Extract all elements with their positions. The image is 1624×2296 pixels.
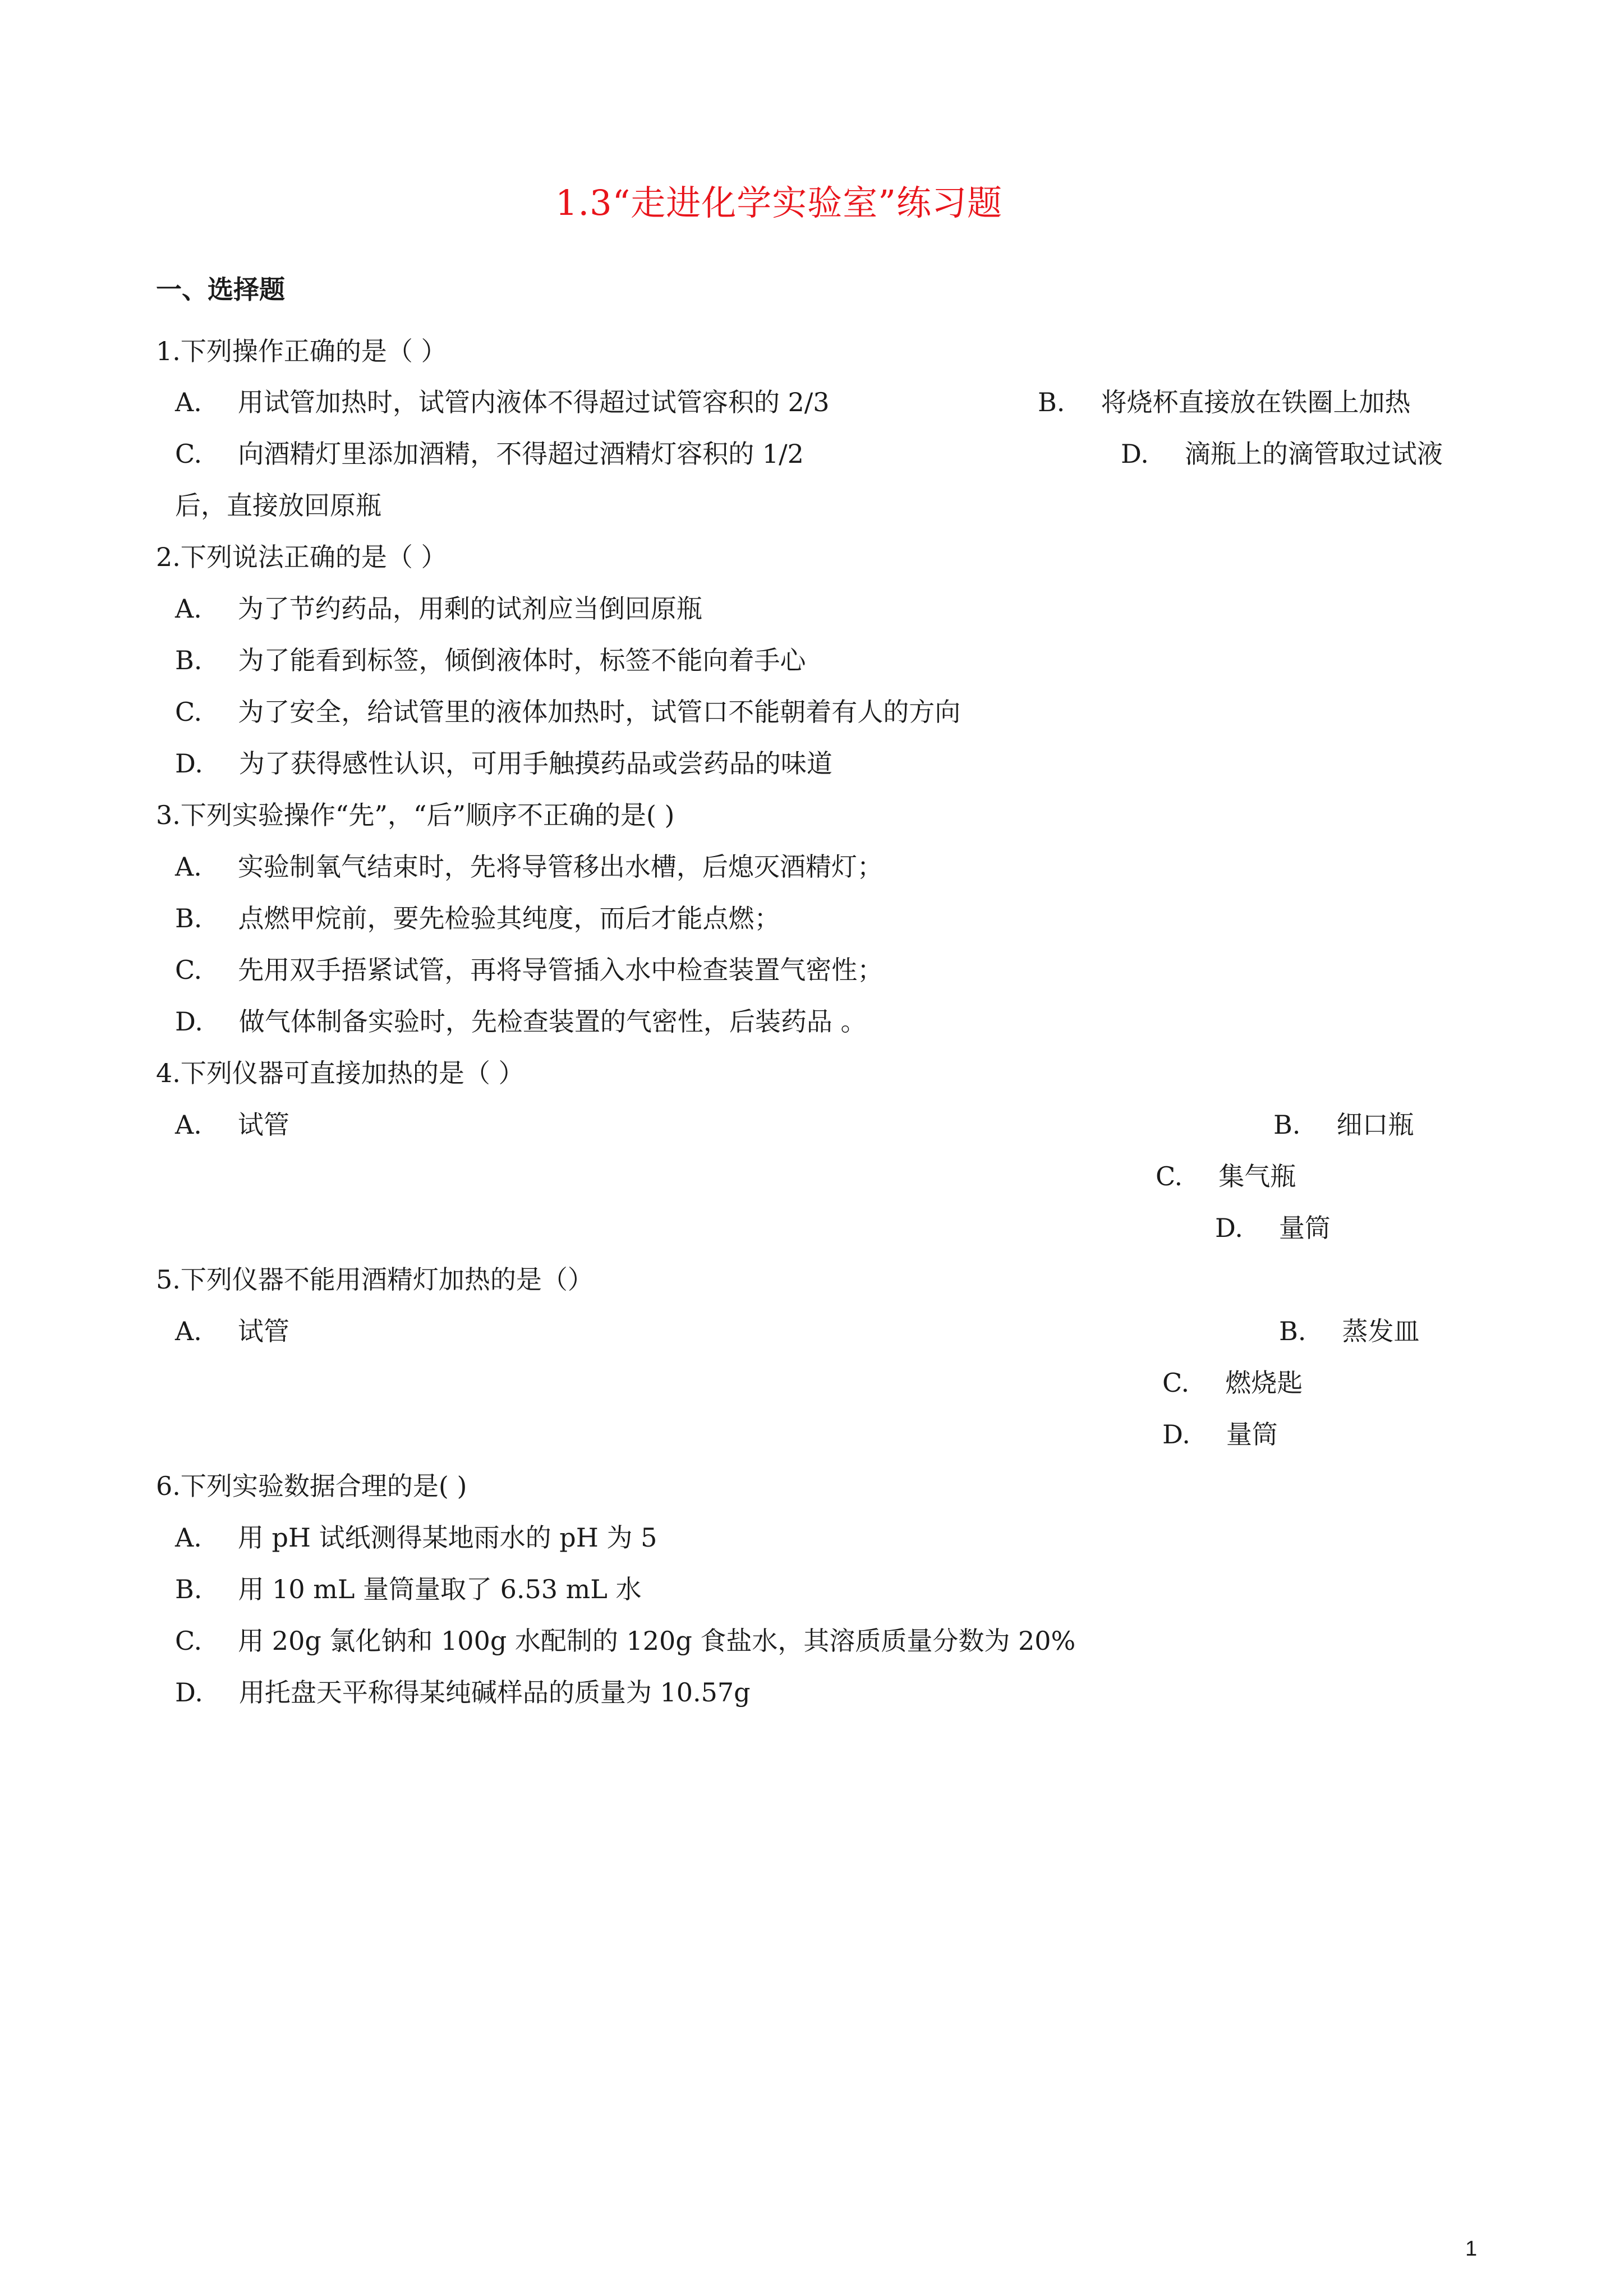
option-text: 量筒: [1226, 1419, 1278, 1450]
option-text: 为了能看到标签，倾倒液体时，标签不能向着手心: [238, 645, 806, 675]
option-text: 集气瓶: [1218, 1161, 1296, 1191]
option-letter: D.: [1162, 1419, 1190, 1450]
question-6-option-c: [175, 1628, 1075, 1654]
question-4-option-d: [1215, 1215, 1331, 1241]
option-text: 燃烧匙: [1225, 1368, 1303, 1398]
question-1-option-a: [175, 389, 830, 415]
page-number: 1: [1465, 2237, 1478, 2261]
question-1-option-d-continuation: 后，直接放回原瓶: [175, 490, 381, 521]
option-letter: A.: [175, 1110, 202, 1140]
question-2-option-b: [175, 647, 806, 673]
question-1-stem: 1.下列操作正确的是（ ）: [156, 336, 447, 366]
option-text: 用 10 mL 量筒量取了 6.53 mL 水: [238, 1574, 642, 1604]
question-6-option-d: [175, 1677, 751, 1708]
section-heading: 一、选择题: [156, 274, 285, 305]
option-letter: A.: [175, 1522, 202, 1553]
option-letter: C.: [1162, 1368, 1190, 1398]
option-letter: A.: [175, 593, 202, 624]
option-text: 为了获得感性认识，可用手触摸药品或尝药品的味道: [238, 748, 832, 779]
question-4-option-b: [1273, 1112, 1414, 1138]
question-6-option-a: [175, 1522, 657, 1553]
option-letter: C.: [175, 955, 203, 985]
option-text: 用试管加热时，试管内液体不得超过试管容积的 2/3: [237, 387, 830, 417]
question-6-stem: 6.下列实验数据合理的是( ): [156, 1471, 467, 1501]
option-letter: B.: [175, 903, 203, 933]
question-3-stem: 3.下列实验操作“先”，“后”顺序不正确的是( ): [156, 800, 675, 830]
option-text: 先用双手捂紧试管，再将导管插入水中检查装置气密性；: [238, 955, 884, 985]
question-2-stem: 2.下列说法正确的是（ ）: [156, 542, 447, 572]
option-letter: A.: [175, 852, 202, 882]
option-letter: D.: [175, 748, 203, 779]
option-letter: B.: [1273, 1110, 1301, 1140]
question-5-stem: 5.下列仪器不能用酒精灯加热的是（）: [156, 1264, 594, 1295]
option-text: 将烧杯直接放在铁圈上加热: [1101, 387, 1411, 417]
question-1-option-d: [1121, 441, 1443, 467]
question-3-option-a: [175, 854, 883, 880]
option-letter: C.: [175, 1626, 203, 1656]
document-title: 1.3“走进化学实验室”练习题: [555, 182, 1002, 223]
option-text: 用托盘天平称得某纯碱样品的质量为 10.57g: [238, 1677, 751, 1708]
option-text: 试管: [237, 1110, 289, 1140]
option-letter: A.: [175, 387, 202, 417]
question-4-stem: 4.下列仪器可直接加热的是（ ）: [156, 1058, 525, 1088]
option-letter: C.: [1156, 1161, 1183, 1191]
option-letter: D.: [1121, 439, 1149, 469]
option-letter: B.: [175, 645, 203, 675]
option-letter: B.: [1279, 1316, 1306, 1346]
option-text: 做气体制备实验时，先检查装置的气密性，后装药品 。: [238, 1006, 867, 1037]
question-4-option-c: [1156, 1163, 1296, 1189]
option-letter: D.: [175, 1006, 203, 1037]
option-letter: D.: [1215, 1213, 1243, 1243]
option-text: 用 20g 氯化钠和 100g 水配制的 120g 食盐水，其溶质质量分数为 20%: [238, 1626, 1076, 1656]
option-text: 量筒: [1278, 1213, 1331, 1243]
question-2-option-c: [175, 699, 960, 725]
option-text: 为了安全，给试管里的液体加热时，试管口不能朝着有人的方向: [238, 697, 961, 727]
option-text: 滴瓶上的滴管取过试液: [1184, 439, 1443, 469]
question-5-option-a: [175, 1318, 289, 1344]
option-text: 向酒精灯里添加酒精，不得超过酒精灯容积的 1/2: [238, 439, 804, 469]
question-5-option-c: [1162, 1370, 1303, 1396]
option-text: 用 pH 试纸测得某地雨水的 pH 为 5: [237, 1522, 657, 1553]
option-letter: B.: [1038, 387, 1065, 417]
option-text: 点燃甲烷前，要先检验其纯度，而后才能点燃；: [238, 903, 780, 933]
option-letter: D.: [175, 1677, 203, 1708]
option-text: 实验制氧气结束时，先将导管移出水槽，后熄灭酒精灯；: [237, 852, 883, 882]
question-5-option-b: [1279, 1318, 1419, 1344]
question-3-option-d: [175, 1006, 867, 1037]
option-letter: C.: [175, 697, 203, 727]
option-text: 为了节约药品，用剩的试剂应当倒回原瓶: [237, 593, 702, 624]
question-3-option-c: [175, 957, 883, 983]
question-4-option-a: [175, 1112, 289, 1138]
question-2-option-a: [175, 593, 702, 624]
question-2-option-d: [175, 748, 832, 779]
question-5-option-d: [1162, 1419, 1278, 1450]
question-6-option-b: [175, 1576, 641, 1602]
question-1-option-c: [175, 441, 804, 467]
question-3-option-b: [175, 905, 780, 931]
option-text: 细口瓶: [1336, 1110, 1414, 1140]
option-text: 试管: [237, 1316, 289, 1346]
option-letter: A.: [175, 1316, 202, 1346]
question-1-option-b: [1038, 389, 1410, 415]
option-letter: B.: [175, 1574, 203, 1604]
option-text: 蒸发皿: [1342, 1316, 1420, 1346]
option-letter: C.: [175, 439, 203, 469]
